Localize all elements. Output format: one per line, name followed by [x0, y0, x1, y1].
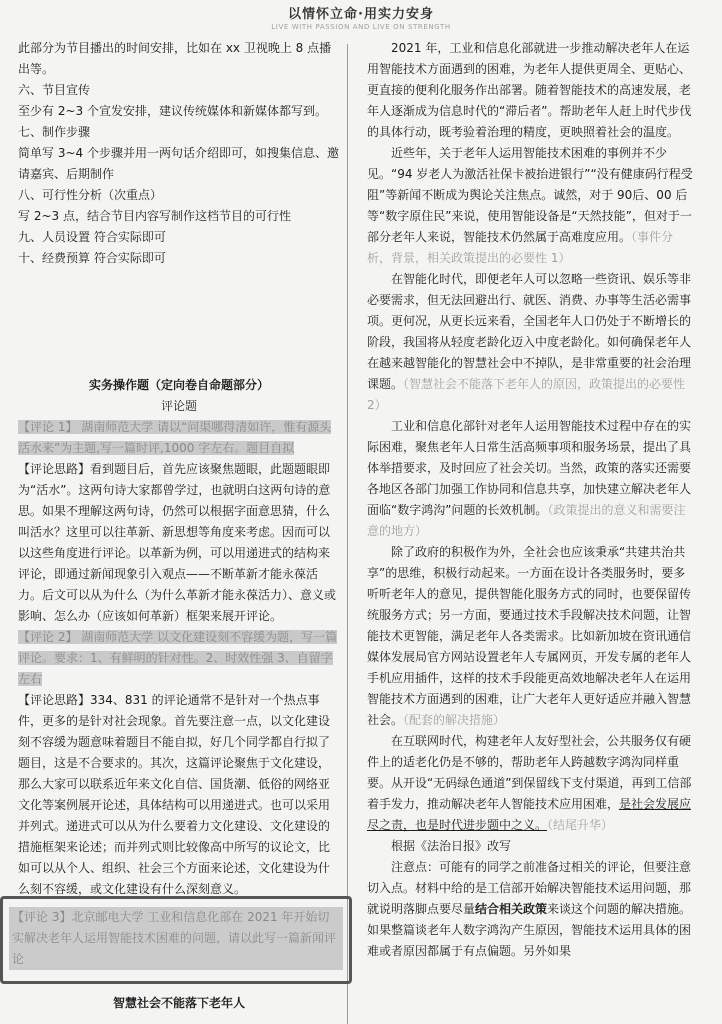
paragraph-2-note: （事件分析，背景，相关政策提出的必要性 1）: [367, 230, 674, 265]
paragraph-2: [367, 143, 695, 269]
paragraph-2-text: 近些年，关于老年人运用智能技术困难的事例并不少见。“94 岁老人为激活社保卡被抬进银行”“没有健康码行程受阻”等新闻不断成为舆论关注焦点。诚然，对于 90后、00 后等“数字原住民”来说，使用智能设备是“天然技能”，但对于一部分老年人来说，智能技术仍然属于高难度应用。: [367, 146, 693, 244]
comment-1-prompt: [18, 417, 340, 459]
outline-item: 简单写 3~4 个步骤并用一两句话介绍即可，如搜集信息、邀请嘉宾、后期制作: [18, 146, 339, 181]
header-title: 以情怀立命·用实力安身: [288, 7, 434, 22]
page-header: [0, 0, 722, 40]
paragraph-6-note: （结尾升华）: [547, 818, 614, 832]
attention-note: [367, 857, 695, 962]
paragraph-3-text: 在智能化时代，即便老年人可以忽略一些资讯、娱乐等非必要需求，但无法回避出行、就医、消费、办事等生活必需事项。更何况，从更长远来看，全国老年人口仍处于不断增长的阶段，我国将从轻度老龄化迈入中度老龄化。如何确保老年人在越来越智能化的智慧社会中不掉队，是非常重要的社会治理课题。: [367, 272, 692, 391]
outline-item: 六、节目宣传: [18, 83, 91, 97]
outline-item: 至少有 2~3 个宣发安排，建议传统媒体和新媒体都写到。: [18, 104, 327, 118]
left-column: [18, 38, 340, 900]
article-title: 智慧社会不能落下老年人: [112, 996, 245, 1010]
paragraph-4: [367, 416, 695, 542]
paragraph-5-note: （配套的解决措施）: [403, 713, 506, 727]
paragraph-6: [367, 731, 695, 836]
comment-2-prompt: [18, 627, 340, 690]
paragraph-3-note: （智慧社会不能落下老年人的原因，政策提出的必要性 2）: [367, 377, 686, 412]
comment-1-prompt-text: 【评论 1】 湖南师范大学 请以“问渠哪得清如许，惟有源头活水来”为主题,写一篇时评,1000 字左右。题目自拟: [18, 420, 332, 455]
comment-3-box: [0, 896, 352, 984]
blank-space: [18, 269, 340, 375]
paragraph-5-text: 除了政府的积极作为外，全社会也应该秉承“共建共治共享”的思维，积极行动起来。一方面在设计各类服务时，要多听听老年人的意见，提供智能化服务方式的同时，也要保留传统服务方式；另一方面，要通过技术手段解决技术问题，让智能技术更智能，满足老年人各类需求。比如新加坡在资讯通信媒体发展局官方网站设置老年人专属网页，开发专属的老年人手机应用插件，这样的技术手段能更高效地解决老年人在运用智能技术方面遇到的困难，让广大老年人更好适应并融入智慧社会。: [367, 545, 692, 727]
paragraph-4-text: 工业和信息化部针对老年人运用智能技术过程中存在的实际困难，聚焦老年人日常生活高频事项和服务场景，提出了具体举措要求，及时回应了社会关切。当然，政策的落实还需要各地区各部门加强工作协同和信息共享，加快建立解决老年人面临“数字鸿沟”问题的长效机制。: [367, 419, 692, 517]
section-subtitle: 评论题: [160, 399, 197, 413]
outline-item: 九、人员设置 符合实际即可: [18, 230, 166, 244]
paragraph-6-underlined: 是社会发展应尽之责，也是时代进步题中之义。: [367, 797, 692, 832]
intro-text: 此部分为节目播出的时间安排，比如在 xx 卫视晚上 8 点播出等。: [18, 41, 332, 76]
paragraph-1: 2021 年，工业和信息化部就进一步推动解决老年人在运用智能技术方面遇到的困难，为老年人提供更周全、更贴心、更直接的便利化服务作出部署。随着智能技术的高速发展，老年人逐渐成为信息时代的“滞后者”。帮助老年人赶上时代步伐的具体行动，既考验着治理的精度，更映照着社会的温度。: [367, 41, 692, 139]
source-note: 根据《法治日报》改写: [391, 839, 512, 853]
comment-2-thought: 【评论思路】334、831 的评论通常不是针对一个热点事件，更多的是针对社会现象。首先要注意一点，以文化建设刻不容缓为题意味着题目不能自拟，好几个同学都自行拟了题目，这是不合要求的。其次，这篇评论聚焦于文化建设，那么大家可以联系近年来文化自信、国货潮、低俗的网络亚文化等案例展开论述，具体结构可以用递进式。也可以采用并列式。递进式可以从为什么要着力文化建设、文化建设的措施框架来论述；而并列式则比较像高中所写的议论文，比如可以从个人、组织、社会三个方面来论述，文化建设为什么刻不容缓，或文化建设有什么深刻意义。: [18, 693, 331, 896]
attention-note-text-b: 来谈这个问题的解决措施。如果整篇谈老年人数字鸿沟产生原因，智能技术运用具体的困难或者原因都属于有点偏题。另外如果: [367, 902, 692, 958]
comment-3-prompt: 【评论 3】北京邮电大学 工业和信息化部在 2021 年开始切实解决老年人运用智能技术困难的问题，请以此写一篇新闻评论: [9, 907, 343, 970]
comment-1-thought: 【评论思路】看到题目后，首先应该聚焦题眼，此题题眼即为“活水”。这两句诗大家都曾学过，也就明白这两句诗的意思。如果不理解这两句诗，仍然可以根据字面意思猜，什么叫活水？这里可以往革新、新思想等角度来考虑。因而可以以这些角度进行评论。以革新为例，可以用递进式的结构来评论，即通过新闻现象引入观点——不断革新才能永葆活力。后文可以从为什么（为什么革新才能永葆活力）、意义或影响、怎么办（应该如何革新）框架来展开评论。: [18, 462, 337, 623]
paragraph-5: [367, 542, 695, 731]
attention-note-bold: 结合相关政策: [475, 902, 548, 916]
outline-item: 十、经费预算 符合实际即可: [18, 251, 166, 265]
comment-2-prompt-text: 【评论 2】 湖南师范大学 以文化建设刻不容缓为题，写一篇评论。要求：1、有鲜明的针对性。2、时效性强 3、自留字左右: [18, 630, 338, 686]
section-title: 实务操作题（定向卷自命题部分）: [88, 378, 269, 392]
outline-item: 七、制作步骤: [18, 125, 91, 139]
paragraph-3: [367, 269, 695, 416]
right-column: [367, 38, 695, 962]
outline-item: 八、可行性分析（次重点）: [18, 188, 163, 202]
attention-note-text-a: 注意点：可能有的同学之前准备过相关的评论，但要注意切入点。材料中给的是工信部开始解决智能技术运用问题，那就说明落脚点要尽量: [367, 860, 692, 916]
header-subtitle: LIVE WITH PASSION AND LIVE ON STRENGTH: [271, 23, 451, 31]
paragraph-4-note: （政策提出的意义和需要注意的地方）: [367, 503, 686, 538]
column-divider: [347, 44, 348, 1024]
outline-item: 写 2~3 点，结合节目内容写制作这档节目的可行性: [18, 209, 291, 223]
paragraph-6-text: 在互联网时代，构建老年人友好型社会，公共服务仅有硬件上的适老化仍是不够的，帮助老年人跨越数字鸿沟同样重要。从开设“无码绿色通道”到保留线下支付渠道，再到工信部着手发力，推动解决老年人智能技术应用困难，: [367, 734, 692, 811]
